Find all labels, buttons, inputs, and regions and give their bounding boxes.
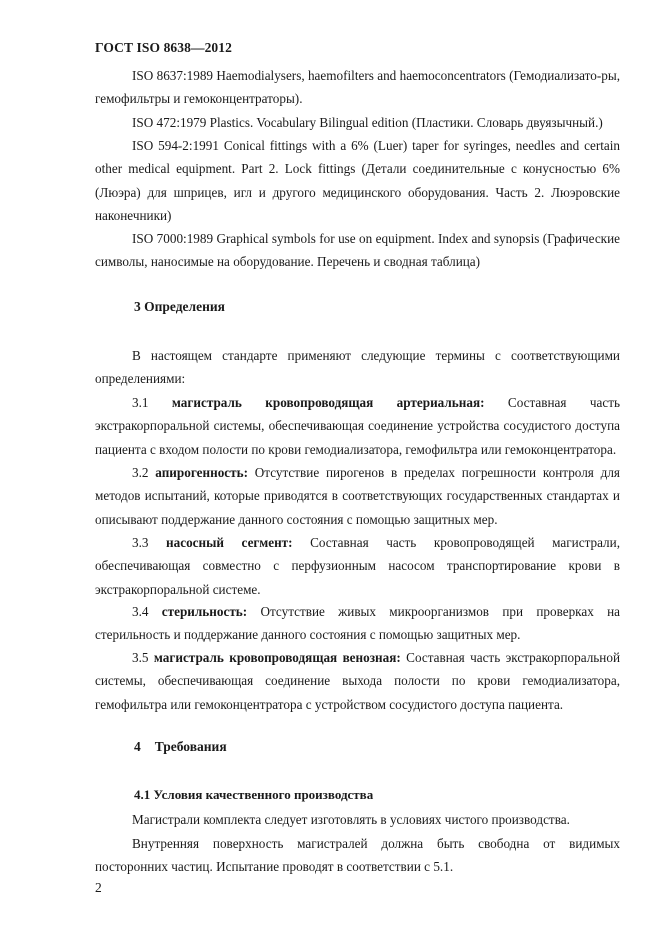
definition-term: магистраль кровопроводящая артериальная:: [171, 395, 485, 410]
definition-text: Составная часть кровопроводящей магистрали, обеспечивающая совместно с перфузионным насосом транспортирование крови в экстракорпоральной системе.: [95, 535, 620, 597]
definition-number: 3.5: [132, 650, 149, 665]
definition-term: насосный сегмент:: [166, 535, 293, 550]
definition-text: Составная часть экстракорпоральной системы, обеспечивающая соединение выхода полости по крови гемодиализатора, гемофильтра или гемоконцентратора с устройством сосудистого доступа пациента.: [95, 650, 621, 712]
ref-paragraph: ISO 7000:1989 Graphical symbols for use on equipment. Index and synopsis (Графические символы, наносимые на оборудование. Перечень и сводная таблица): [95, 231, 620, 270]
definition-3-1: [95, 391, 620, 461]
definition-text: Отсутствие пирогенов в пределах погрешности контроля для методов испытаний, которые приводятся в соответствующих государственных стандартах и описывают поддержание данного состояния с помощью защитных мер.: [95, 465, 620, 527]
definition-term: магистраль кровопроводящая венозная:: [153, 650, 401, 665]
definition-text: Составная часть экстракорпоральной системы, обеспечивающая соединение устройства сосудистого доступа пациента с входом полости по крови гемодиализатора, гемофильтра или гемоконцентратора.: [95, 395, 620, 457]
section-title: Требования: [154, 739, 227, 754]
section-number: 4: [134, 739, 141, 754]
body-paragraph: Внутренняя поверхность магистралей должна быть свободна от видимых посторонних частиц. Испытание проводят в соответствии с 5.1.: [95, 836, 620, 875]
ref-paragraph: ISO 472:1979 Plastics. Vocabulary Bilingual edition (Пластики. Словарь двуязычный.): [132, 115, 603, 130]
definition-3-2: [95, 461, 620, 531]
section-3-heading: 3 Определения: [134, 299, 225, 314]
ref-paragraph: ISO 8637:1989 Haemodialysers, haemofilters and haemoconcentrators (Гемодиализато-ры, гемофильтры и гемоконцентраторы).: [95, 68, 620, 107]
definition-term: апирогенность:: [155, 465, 248, 480]
section-3-intro: В настоящем стандарте применяют следующие термины с соответствующими определениями:: [95, 348, 620, 387]
definition-text: Отсутствие живых микроорганизмов при проверках на стерильность и поддержание данного состояния с помощью защитных мер.: [95, 604, 621, 643]
definition-3-3: [95, 531, 620, 601]
definition-number: 3.2: [132, 465, 149, 480]
subsection-4-1-heading: 4.1 Условия качественного производства: [134, 787, 374, 802]
definition-3-4: [95, 600, 620, 647]
page-number: 2: [95, 880, 102, 895]
definition-3-5: [95, 646, 620, 716]
definition-term: стерильность:: [161, 604, 248, 619]
page-header: ГОСТ ISO 8638—2012: [95, 40, 232, 55]
definition-number: 3.3: [132, 535, 149, 550]
section-4-heading: [134, 739, 227, 755]
body-paragraph: Магистрали комплекта следует изготовлять в условиях чистого производства.: [132, 812, 570, 827]
definition-number: 3.1: [132, 395, 149, 410]
ref-paragraph: ISO 594-2:1991 Conical fittings with a 6% (Luer) taper for syringes, needles and certain other medical equipment. Part 2. Lock fittings (Детали соединительные с конусностью 6% (Люэра) для шприцев, игл и другого медицинского оборудования. Часть 2. Люэровские наконечники): [95, 138, 620, 224]
definition-number: 3.4: [132, 604, 149, 619]
